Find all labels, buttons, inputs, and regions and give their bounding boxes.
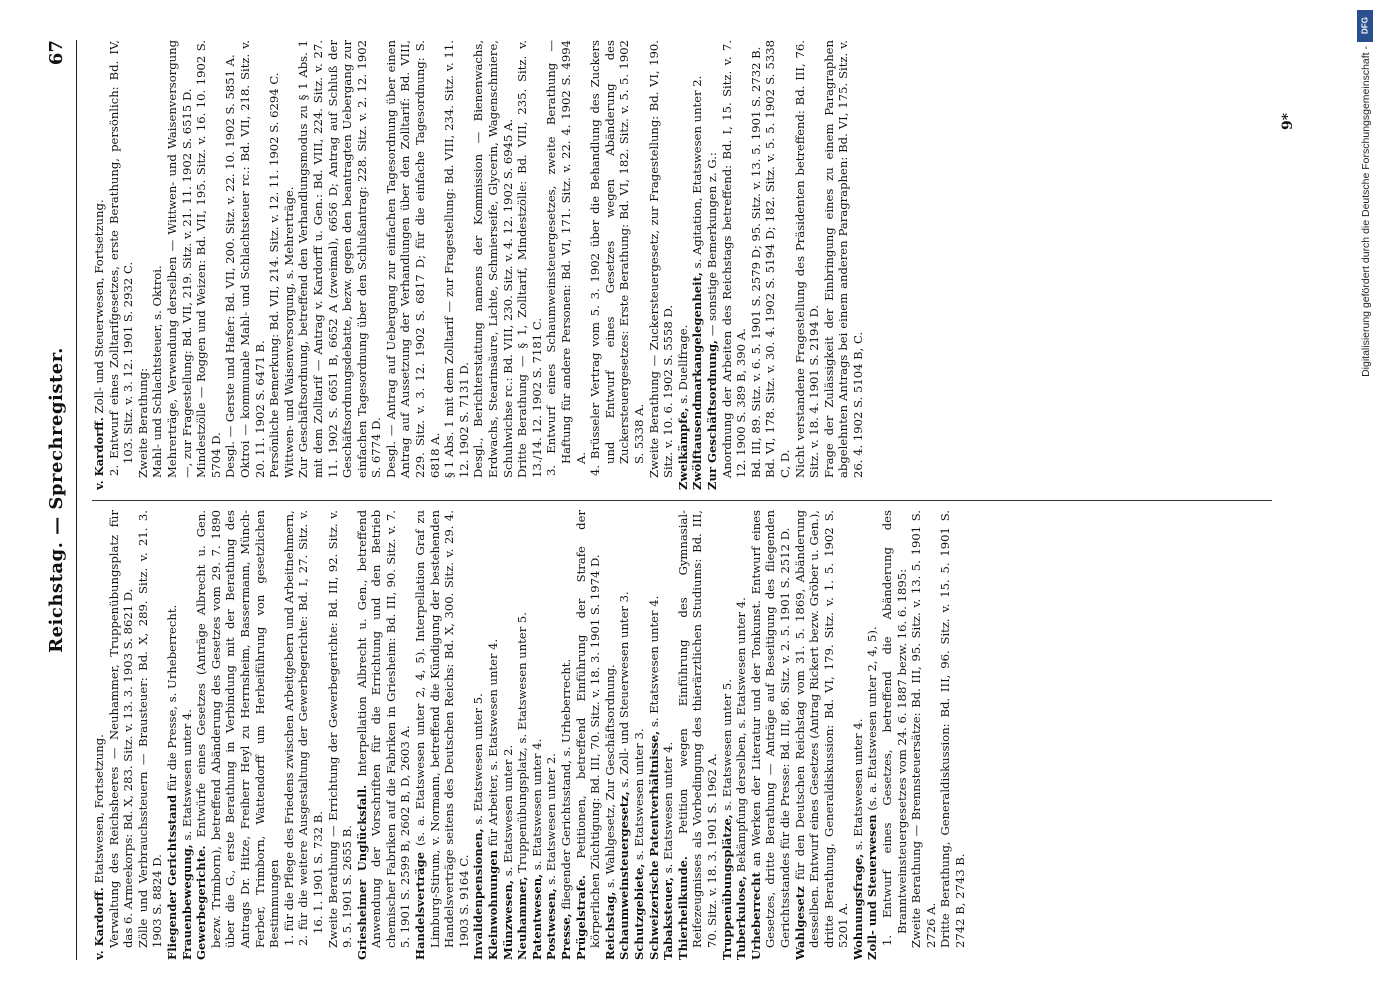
register-entry	[296, 40, 384, 490]
register-entry	[107, 40, 136, 490]
entry-text: (s. a. Etatswesen unter 2, 4, 5). Interpellation Graf zu Limburg-Stirum, v. Normann, betreffend die Kündigung der bestehenden Handelsverträge seitens des Deutschen Reichs: Bd. X, 300. Sitz. v. 29. 4. 1903 S. 9164 C.	[413, 510, 471, 948]
register-entry	[851, 510, 866, 960]
entry-text: für den Deutschen Reichstag vom 31. 5. 1869, Abänderung desselben. Entwurf eines Gesetzes (Antrag Rickert bezw. Gröber u. Gen.), dritte Berathung, Generaldiskussion: Bd. VI, 179. Sitz. v. 1. 5. 1902 S. 5201 A.	[792, 510, 851, 948]
entry-text: s. Etatswesen unter 4.	[646, 595, 661, 728]
entry-text: Zoll- und Steuerwesen, Fortsetzung.	[92, 199, 106, 414]
register-entry	[588, 40, 646, 490]
register-entry	[165, 40, 194, 490]
register-entry	[223, 40, 238, 490]
register-entry	[296, 510, 325, 960]
entry-text: Zölle und Verbrauchssteuern — Brausteuer: Bd. X, 289. Sitz. v. 21. 3. 1903 S. 8824 D.	[135, 510, 165, 948]
entry-text: Petition wegen Einführung des Gymnasial-Reifezeugnisses als Vorbedingung des thierärztlichen Studiums: Bd. III, 70. Sitz. v. 18. 3. 1901 S. 1962 A.	[675, 510, 719, 948]
register-entry	[107, 510, 136, 960]
entry-text: Wittwen- und Waisenversorgung, s. Mehrerträge.	[281, 186, 296, 478]
running-title: Reichstag. — Sprechregister.	[46, 347, 67, 653]
entry-heading: Münzwesen,	[500, 879, 515, 960]
entry-text: Verwaltung des Reichsheeres — Neuhammer, Truppenübungsplatz für das 6. Armeekorps: Bd. X, 283. Sitz. v. 13. 3. 1903 S. 8621 D.	[106, 510, 136, 948]
register-entry	[705, 40, 720, 490]
entry-text: Mindestzölle — Roggen und Weizen: Bd. VII, 195. Sitz. v. 16. 10. 1902 S. 5704 D.	[194, 40, 223, 478]
register-entry	[282, 40, 297, 490]
register-entry	[486, 510, 501, 960]
entry-heading: Fliegender Gerichtsstand	[164, 794, 179, 960]
entry-text: s. Etatswesen unter 4.	[850, 718, 865, 851]
register-entry	[471, 40, 515, 490]
dfg-logo: DFG	[1357, 10, 1373, 42]
register-entry	[749, 510, 793, 960]
register-entry	[749, 40, 764, 490]
entry-text: Zweite Berathung — Errichtung der Gewerbegerichte: Bd. III, 92. Sitz. v. 9. 5. 1901 S. 2655 B.	[325, 510, 355, 948]
entry-text: fliegender Gerichtsstand, s. Urheberrecht.	[559, 658, 573, 910]
register-entry	[544, 510, 559, 960]
entry-text: s. Etatswesen unter 2.	[544, 753, 559, 885]
entry-heading: Zoll- und Steuerwesen	[865, 814, 880, 960]
register-entry	[793, 40, 822, 490]
page-header	[46, 40, 76, 960]
register-entry	[938, 510, 967, 960]
entry-text: s. Etatswesen unter 4.	[179, 709, 194, 841]
entry-heading: Tuberkulose,	[734, 875, 749, 960]
register-entry	[647, 510, 662, 960]
register-entry	[501, 510, 516, 960]
right-column	[92, 40, 1272, 490]
register-entry	[763, 40, 792, 490]
entry-heading: Neuhammer,	[515, 876, 530, 960]
register-entry	[544, 40, 588, 490]
column-divider	[92, 500, 1272, 501]
entry-text: Persönliche Bemerkung: Bd. VII, 214. Sitz. v. 12. 11. 1902 S. 6294 C.	[267, 72, 282, 478]
entry-text: s. Etatswesen unter 5.	[471, 693, 486, 825]
register-entry	[647, 40, 676, 490]
entry-text: s. Etatswesen unter 2.	[500, 744, 515, 877]
entry-heading: Gewerbegerichte.	[194, 845, 209, 960]
entry-heading: v. Kardorff.	[92, 417, 106, 490]
header-rule	[76, 40, 77, 960]
register-entry	[92, 510, 107, 960]
entry-text: Mahl- und Schlachtsteuer, s. Oktroi.	[150, 265, 165, 478]
entry-text: Bd. VI, 178. Sitz. v. 30. 4. 1902 S. 5194 D; 182. Sitz. v. 5. 5. 1902 S. 5338 C, D.	[763, 40, 792, 478]
register-entry	[238, 40, 267, 490]
entry-heading: Griesheimer Unglücksfall.	[354, 784, 369, 960]
entry-text: Desgl. — Antrag auf Uebergang zur einfachen Tagesordnung über einen Antrag auf Aussetzung der Verhandlungen über den Zolltarif: Bd. VIII, 229. Sitz. v. 3. 12. 1902 S. 6817 D; für die einfache Tagesordnung: S. 6818 A.	[383, 40, 442, 478]
register-entry	[530, 510, 545, 960]
entry-text: Frage der Zulässigkeit der Einbringung eines zu einem Paragraphen abgelehnten Antrags bei einem anderen Paragraphen: Bd. VI, 175. Sitz. v. 26. 4. 1902 S. 5104 B, C.	[821, 40, 865, 478]
entry-heading: Reichstag,	[602, 891, 617, 960]
entry-text: § 1 Abs. 1 mit dem Zolltarif — zur Fragestellung: Bd. VIII, 234. Sitz. v. 11. 12. 1902 S. 7131 D.	[442, 40, 471, 478]
register-entry	[720, 40, 749, 490]
entry-text: Interpellation Albrecht u. Gen., betreffend Anwendung der Vorschriften für die Errichtung und den Betrieb chemischer Fabriken auf die Fabriken in Griesheim: Bd. III, 90. Sitz. v. 7. 5. 1901 S. 2599 B, 2602 B, D, 2603 A.	[354, 510, 413, 948]
entry-text: an Werken der Literatur und der Tonkunst. Entwurf eines Gesetzes, dritte Berathung — Anträge auf Beseitigung des fliegenden Gerichtsstandes für die Presse: Bd. III, 86. Sitz. v. 2. 5. 1901 S. 2512 D.	[748, 510, 792, 948]
entry-heading: Postwesen,	[544, 888, 559, 960]
entry-text: s. Etatswesen unter 4.	[529, 738, 544, 871]
entry-text: s. Agitation, Etatswesen unter 2.	[690, 75, 705, 269]
entry-text: Entwürfe eines Gesetzes (Anträge Albrecht u. Gen. bezw. Trimborn), betreffend Abänderung des Gesetzes vom 29. 7. 1890 über die G., erste Berathung in Verbindung mit der Berathung des Antrags Dr. Hitze, Freiherr Heyl zu Herrnsheim, Bassermann, Münch-Ferber, Trimborn, Wattendorff um Herbeiführung von gesetzlichen Bestimmungen	[194, 510, 282, 948]
register-entry	[194, 40, 223, 490]
register-entry	[676, 510, 720, 960]
register-entry	[515, 510, 530, 960]
entry-text: Zweite Berathung:	[135, 368, 150, 478]
entry-text: Dritte Berathung — § 1, Zolltarif, Mindestzölle: Bd. VIII, 235. Sitz. v. 13./14. 12. 1902 S. 7181 C.	[515, 40, 544, 478]
entry-text: Desgl., Berichterstattung namens der Kommission — Bienenwachs, Erdwachs, Stearinsäure, Lichte, Schmierseife, Glycerin, Wagenschmiere, Schuhwichse rc.: Bd. VIII, 230. Sitz. v. 4. 12. 1902 S. 6945 A.	[471, 40, 515, 478]
register-entry	[282, 510, 297, 960]
register-entry	[413, 510, 471, 960]
entry-text: 2. Entwurf eines Zolltarifgesetzes, erste Berathung, persönlich: Bd. IV, 103. Sitz. v. 3. 12. 1901 S. 2932 C.	[106, 40, 136, 476]
entry-heading: Kleinwohnungen	[486, 849, 501, 960]
entry-heading: v. Kardorff.	[92, 887, 106, 960]
entry-heading: Truppenübungsplätze,	[719, 814, 734, 960]
entry-text: 3. Entwurf eines Schaumweinsteuergesetzes, zweite Berathung — Haftung für andere Personen: Bd. VI, 171. Sitz. v. 22. 4. 1902 S. 4994 A.	[544, 40, 588, 476]
entry-heading: Wohnungsfrage,	[850, 853, 865, 960]
register-entry	[559, 510, 574, 960]
entry-text: Zur Geschäftsordnung, betreffend den Verhandlungsmodus zu § 1 Abs. 1 mit dem Zolltarif — Antrag v. Kardorff u. Gen.: Bd. VIII, 224. Sitz. v. 27. 11. 1902 S. 6651 B, 6652 A (zweimal), 6656 D; Antrag auf Schluß der Geschäftsordnungsdebatte, bezw. gegen den beantragten Uebergang zur einfachen Tagesordnung über den Schlußantrag: 228. Sitz. v. 2. 12. 1902 S. 6774 D.	[296, 40, 384, 478]
register-entry	[690, 40, 705, 490]
register-entry	[92, 40, 107, 490]
entry-heading: Schutzgebiete,	[631, 863, 646, 960]
entry-text: s. Duellfrage.	[675, 324, 690, 404]
entry-text: Oktroi — kommunale Mahl- und Schlachtsteuer rc.: Bd. VII, 218. Sitz. v. 20. 11. 1902 S. 6471 B.	[237, 40, 267, 478]
entry-heading: Thierheilkunde.	[675, 856, 690, 960]
register-entry	[326, 510, 355, 960]
entry-text: Truppenübungsplatz, s. Etatswesen unter 5.	[515, 612, 530, 873]
entry-heading: Invalidenpensionen,	[471, 828, 486, 960]
entry-text: 1. Entwurf eines Gesetzes, betreffend die Abänderung des Branntweinsteuergesetzes vom 24. 6. 1887 bezw. 16. 6. 1895:	[880, 510, 909, 946]
register-entry	[574, 510, 603, 960]
entry-text: s. Wahlgesetz, Zur Geschäftsordnung.	[602, 664, 617, 888]
entry-text: Zweite Berathung — Zuckersteuergesetz, zur Fragestellung: Bd. VI, 190. Sitz. v. 10. 6. 1902 S. 5558 D.	[646, 40, 676, 478]
entry-heading: Prügelstrafe.	[573, 874, 588, 960]
entry-text: Bekämpfung derselben, s. Etatswesen unter 4.	[734, 597, 749, 873]
entry-heading: Zweikämpfe,	[675, 407, 690, 490]
digitization-stamp	[1355, 6, 1377, 994]
register-entry	[180, 510, 195, 960]
register-entry	[880, 510, 909, 960]
entry-text: Dritte Berathung, Generaldiskussion: Bd. III, 96. Sitz. v. 15. 5. 1901 S. 2742 B, 2743 B.	[938, 510, 968, 948]
entry-heading: Wahlgesetz	[792, 886, 807, 960]
register-entry	[734, 510, 749, 960]
entry-text: — sonstige Bemerkungen z. G.:	[704, 152, 719, 337]
entry-text: 1. für die Pflege des Friedens zwischen Arbeitgebern und Arbeitnehmern,	[281, 510, 296, 946]
entry-heading: Zur Geschäftsordnung,	[704, 339, 719, 490]
register-entry	[822, 40, 866, 490]
register-entry	[442, 40, 471, 490]
register-entry	[471, 510, 486, 960]
entry-text: s. Etatswesen unter 5.	[719, 679, 734, 811]
register-entry	[136, 40, 151, 490]
entry-text: Petitionen, betreffend Einführung der Strafe der körperlichen Züchtigung: Bd. III, 70. Sitz. v. 18. 3. 1901 S. 1974 D.	[573, 510, 603, 948]
entry-heading: Frauenbewegung,	[179, 844, 194, 960]
page-number: 67	[46, 40, 67, 66]
register-entry	[603, 510, 618, 960]
entry-text: Desgl. — Gerste und Hafer: Bd. VII, 200. Sitz. v. 22. 10. 1902 S. 5851 A.	[223, 54, 238, 478]
entry-text: Nicht verstandene Fragestellung des Präsidenten betreffend: Bd. III, 76. Sitz. v. 18. 4. 1901 S. 2194 D.	[792, 40, 822, 478]
register-entry	[384, 40, 442, 490]
register-entry	[676, 40, 691, 490]
entry-heading: Schweizerische Patentverhältnisse,	[646, 730, 661, 960]
entry-text: Bd. III, 89. Sitz. v. 6. 5. 1901 S. 2579 D; 95. Sitz. v. 13. 5. 1901 S. 2732 B.	[748, 46, 763, 478]
register-entry	[150, 40, 165, 490]
entry-text: 2. für die weitere Ausgestaltung der Gewerbegerichte: Bd. I, 27. Sitz. v. 16. 1. 1901 S. 732 B.	[296, 510, 325, 946]
entry-heading: Tabaksteuer,	[661, 876, 676, 960]
entry-heading: Zwölftausendmarkangelegenheit,	[690, 272, 705, 490]
register-entry	[515, 40, 544, 490]
entry-text: (s. a. Etatswesen unter 2, 4, 5).	[865, 626, 880, 811]
entry-text: s. Etatswesen unter 3.	[631, 728, 646, 860]
entry-text: Zweite Berathung — Brennsteuersätze: Bd. III, 95. Sitz. v. 13. 5. 1901 S. 2726 A.	[909, 510, 938, 948]
entry-text: s. Etatswesen unter 4.	[661, 741, 676, 874]
register-entry	[617, 510, 632, 960]
entry-text: für die Presse, s. Urheberrecht.	[164, 604, 179, 792]
entry-text: s. Zoll- und Steuerwesen unter 3.	[617, 591, 632, 788]
entry-text: Mehrerträge, Verwendung derselben — Wittwen- und Waisenversorgung —, zur Fragestellung: Bd. VII, 219. Sitz. v. 21. 11. 1902 S. 6515 D.	[164, 40, 194, 478]
entry-text: für Arbeiter, s. Etatswesen unter 4.	[486, 638, 501, 847]
entry-text: Etatswesen, Fortsetzung.	[92, 734, 106, 884]
register-entry	[793, 510, 851, 960]
register-entry	[632, 510, 647, 960]
register-entry	[661, 510, 676, 960]
entry-heading: Presse,	[559, 913, 573, 960]
register-entry	[165, 510, 180, 960]
register-entry	[194, 510, 282, 960]
register-entry	[267, 40, 282, 490]
left-column	[92, 510, 1272, 960]
register-entry	[865, 510, 880, 960]
register-entry	[720, 510, 735, 960]
register-entry	[909, 510, 938, 960]
entry-heading: Patentwesen,	[529, 873, 544, 960]
entry-heading: Handelsverträge	[413, 852, 428, 960]
entry-text: Anordnung der Arbeiten des Reichstags betreffend: Bd. I, 15. Sitz. v. 7. 12. 1900 S. 389 B, 390 A.	[719, 40, 749, 478]
register-entry	[355, 510, 413, 960]
signature-mark: 9*	[1280, 112, 1296, 130]
register-entry	[136, 510, 165, 960]
entry-text: 4. Brüsseler Vertrag vom 5. 3. 1902 über die Behandlung des Zuckers und Entwurf eines Gesetzes wegen Abänderung des Zuckersteuergesetzes: Erste Berathung: Bd. VI, 182. Sitz. v. 5. 5. 1902 S. 5338 A.	[588, 40, 646, 476]
entry-heading: Urheberrecht	[748, 872, 763, 960]
entry-heading: Schaumweinsteuergesetz,	[617, 791, 632, 960]
digitization-note: Digitalisierung gefördert durch die Deutsche Forschungsgemeinschaft -	[1360, 46, 1372, 377]
